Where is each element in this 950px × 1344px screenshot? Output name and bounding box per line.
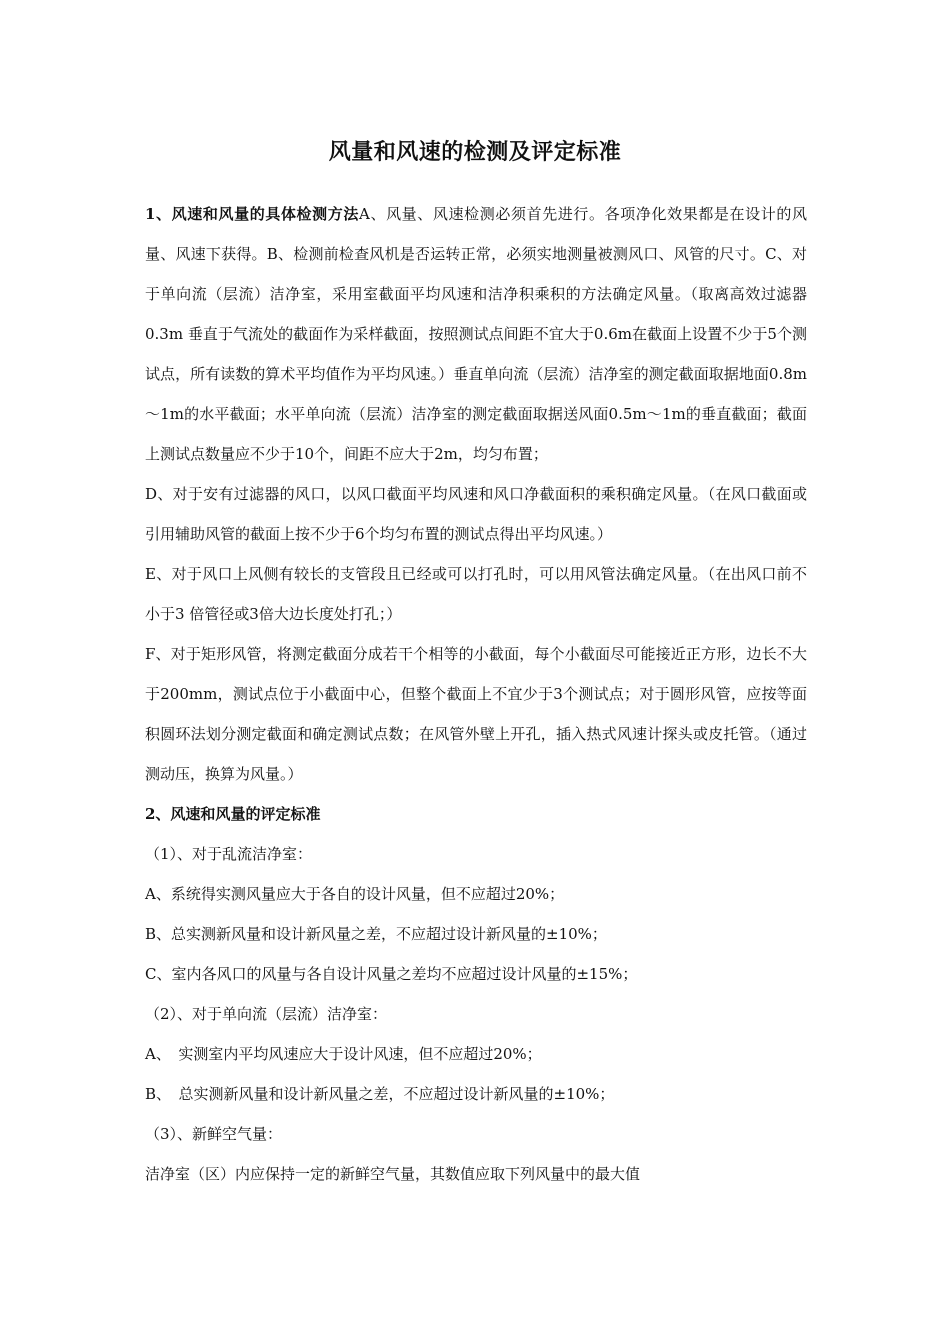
section2-sub3-text: 洁净室（区）内应保持一定的新鲜空气量，其数值应取下列风量中的最大值	[145, 1165, 641, 1183]
section1-item-d: D、对于安有过滤器的风口，以风口截面平均风速和风口净截面积的乘积确定风量。（在风口截面或引用辅助风管的截面上按不少于6个均匀布置的测试点得出平均风速。）	[145, 485, 807, 543]
section1-item-e: E、对于风口上风侧有较长的支管段且已经或可以打孔时，可以用风管法确定风量。（在出风口前不小于3 倍管径或3倍大边长度处打孔；）	[145, 565, 807, 623]
document-title: 风量和风速的检测及评定标准	[328, 139, 622, 165]
section2-sub2-item-b: B、 总实测新风量和设计新风量之差，不应超过设计新风量的±10%；	[145, 1085, 615, 1103]
section2-sub3-heading: （3）、新鲜空气量：	[145, 1125, 283, 1143]
section2-heading: 2、风速和风量的评定标准	[145, 805, 321, 823]
section1-item-f: F、对于矩形风管，将测定截面分成若干个相等的小截面，每个小截面尽可能接近正方形，边长不大于200mm，测试点位于小截面中心，但整个截面上不宜少于3个测试点；对于圆形风管，应按等面积圆环法划分测定截面和确定测试点数；在风管外壁上开孔，插入热式风速计探头或皮托管。（通过测动压，换算为风量。）	[145, 645, 807, 783]
document-body	[145, 194, 807, 1194]
section2-sub1-item-a: A、系统得实测风量应大于各自的设计风量，但不应超过20%；	[145, 885, 565, 903]
section2-sub2-heading: （2）、对于单向流（层流）洁净室：	[145, 1005, 388, 1023]
section2-sub2-item-a: A、 实测室内平均风速应大于设计风速，但不应超过20%；	[145, 1045, 542, 1063]
section2-sub1-item-b: B、总实测新风量和设计新风量之差，不应超过设计新风量的±10%；	[145, 925, 607, 943]
section1-intro-text: A、风量、风速检测必须首先进行。各项净化效果都是在设计的风量、风速下获得。B、检测前检查风机是否运转正常，必须实地测量被测风口、风管的尺寸。C、对于单向流（层流）洁净室，采用室截面平均风速和洁净积乘积的方法确定风量。（取离高效过滤器0.3m 垂直于气流处的截面作为采样截面，按照测试点间距不宜大于0.6m在截面上设置不少于5个测试点，所有读数的算术平均值作为平均风速。）垂直单向流（层流）洁净室的测定截面取据地面0.8m～1m的水平截面；水平单向流（层流）洁净室的测定截面取据送风面0.5m～1m的垂直截面；截面上测试点数量应不少于10个，间距不应大于2m，均匀布置；	[145, 205, 807, 463]
section2-sub1-item-c: C、室内各风口的风量与各自设计风量之差均不应超过设计风量的±15%；	[145, 965, 638, 983]
section2-sub1-heading: （1）、对于乱流洁净室：	[145, 845, 313, 863]
section1-heading: 1、风速和风量的具体检测方法	[145, 205, 360, 223]
section1-intro-paragraph	[145, 194, 807, 474]
